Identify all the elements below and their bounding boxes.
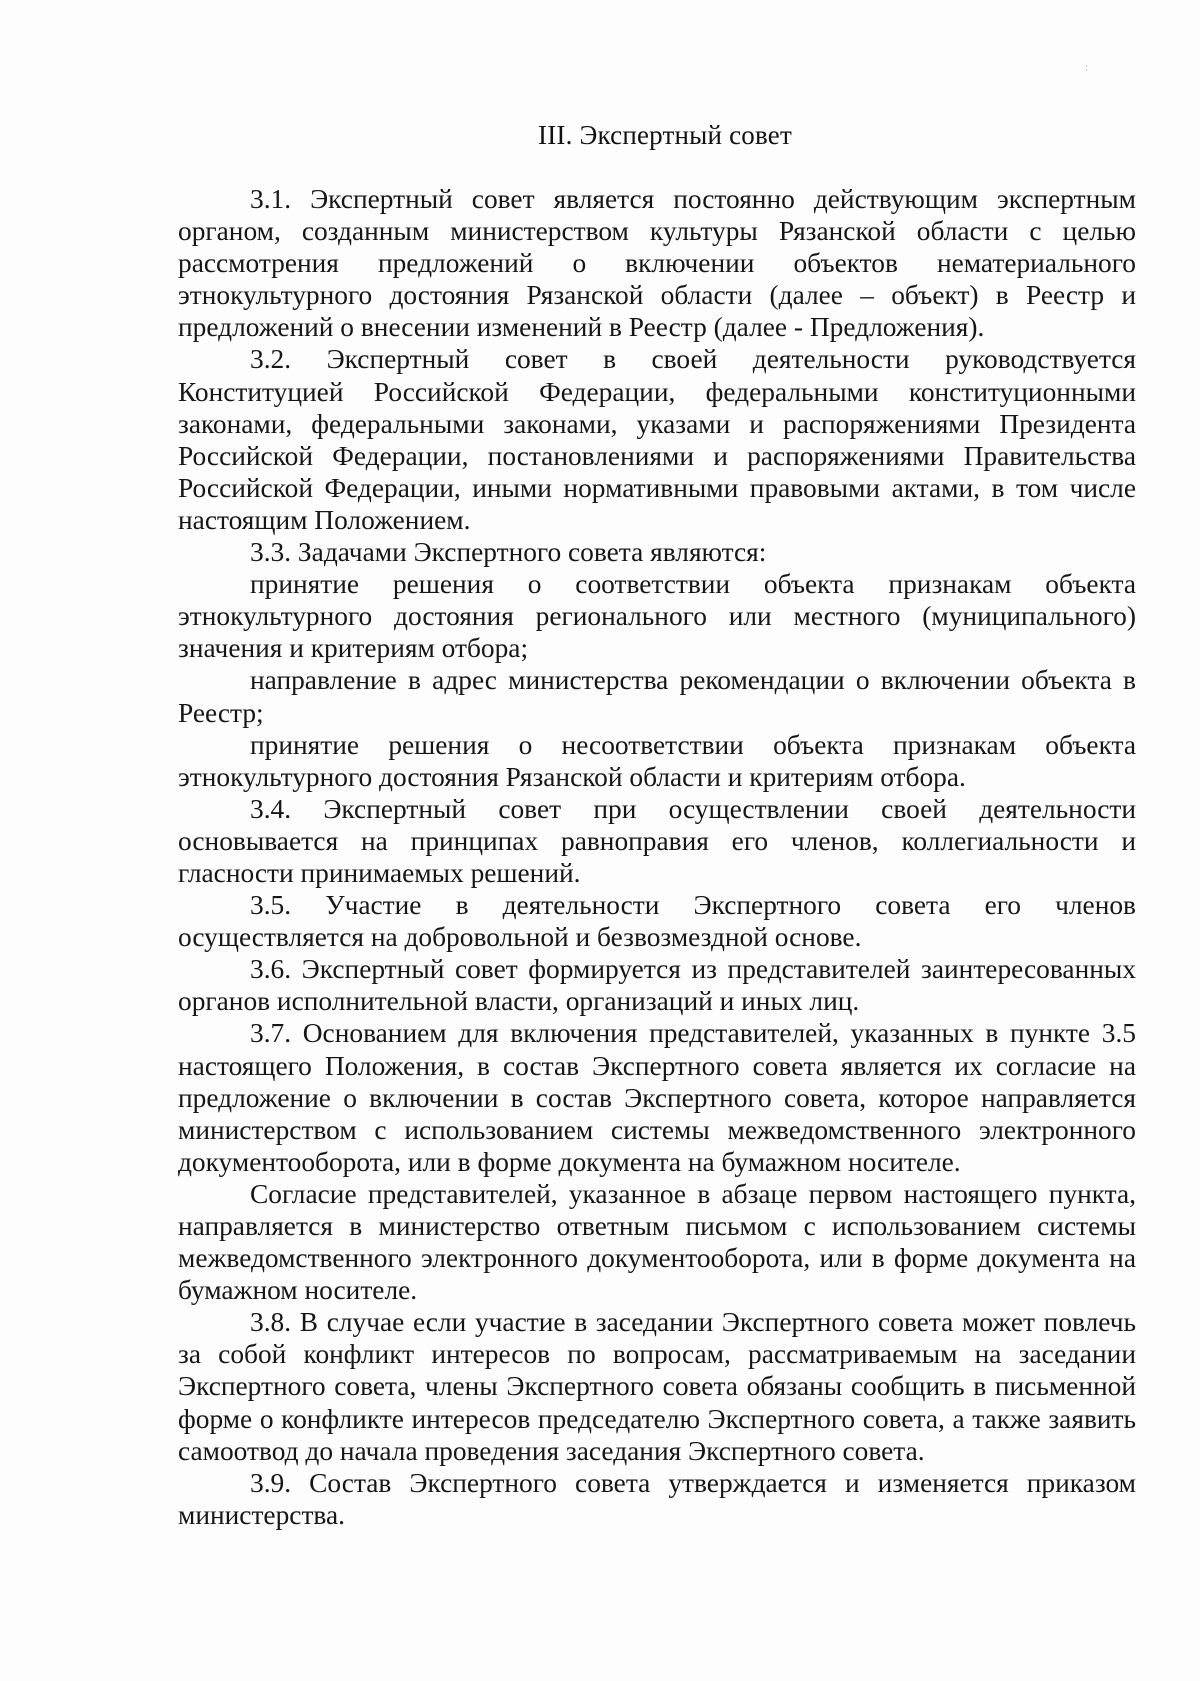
paragraph-3-7: 3.7. Основанием для включения представителей, указанных в пункте 3.5 настоящего Положения, в состав Экспертного совета является их согласие на предложение о включении в состав Экспертного совета, которое направляется министерством с использованием системы межведомственного электронного документооборота, или в форме документа на бумажном носителе. bbox=[178, 1018, 1136, 1177]
paragraph-3-6: 3.6. Экспертный совет формируется из представителей заинтересованных органов исполнительной власти, организаций и иных лиц. bbox=[178, 954, 1136, 1017]
document-body bbox=[178, 183, 1136, 1531]
scan-speck: : bbox=[1085, 60, 1089, 74]
paragraph-3-9: 3.9. Состав Экспертного совета утверждается и изменяется приказом министерства. bbox=[178, 1467, 1136, 1530]
paragraph-3-1: 3.1. Экспертный совет является постоянно действующим экспертным органом, созданным министерством культуры Рязанской области с целью рассмотрения предложений о включении объектов нематериального этнокультурного достояния Рязанской области (далее – объект) в Реестр и предложений о внесении изменений в Реестр (далее - Предложения). bbox=[178, 184, 1136, 343]
paragraph-3-3-item-1: принятие решения о соответствии объекта признакам объекта этнокультурного достояния регионального или местного (муниципального) значения и критериям отбора; bbox=[178, 569, 1136, 664]
paragraph-3-3: 3.3. Задачами Экспертного совета являются: bbox=[250, 537, 767, 568]
paragraph-3-3-item-3: принятие решения о несоответствии объекта признакам объекта этнокультурного достояния Рязанской области и критериям отбора. bbox=[178, 729, 1136, 792]
section-heading: III. Экспертный совет bbox=[538, 120, 792, 150]
paragraph-3-7-consent: Согласие представителей, указанное в абзаце первом настоящего пункта, направляется в министерство ответным письмом с использованием системы межведомственного электронного документооборота, или в форме документа на бумажном носителе. bbox=[178, 1178, 1136, 1306]
paragraph-3-8: 3.8. В случае если участие в заседании Экспертного совета может повлечь за собой конфликт интересов по вопросам, рассматриваемым на заседании Экспертного совета, члены Экспертного совета обязаны сообщить в письменной форме о конфликте интересов председателю Экспертного совета, а также заявить самоотвод до начала проведения заседания Экспертного совета. bbox=[178, 1307, 1136, 1466]
paragraph-3-4: 3.4. Экспертный совет при осуществлении своей деятельности основывается на принципах равноправия его членов, коллегиальности и гласности принимаемых решений. bbox=[178, 793, 1136, 888]
paragraph-3-3-item-2: направление в адрес министерства рекомендации о включении объекта в Реестр; bbox=[178, 665, 1136, 728]
paragraph-3-5: 3.5. Участие в деятельности Экспертного совета его членов осуществляется на добровольной и безвозмездной основе. bbox=[178, 890, 1136, 953]
paragraph-3-2: 3.2. Экспертный совет в своей деятельности руководствуется Конституцией Российской Федерации, федеральными конституционными законами, федеральными законами, указами и распоряжениями Президента Российской Федерации, постановлениями и распоряжениями Правительства Российской Федерации, иными нормативными правовыми актами, в том числе настоящим Положением. bbox=[178, 344, 1136, 535]
